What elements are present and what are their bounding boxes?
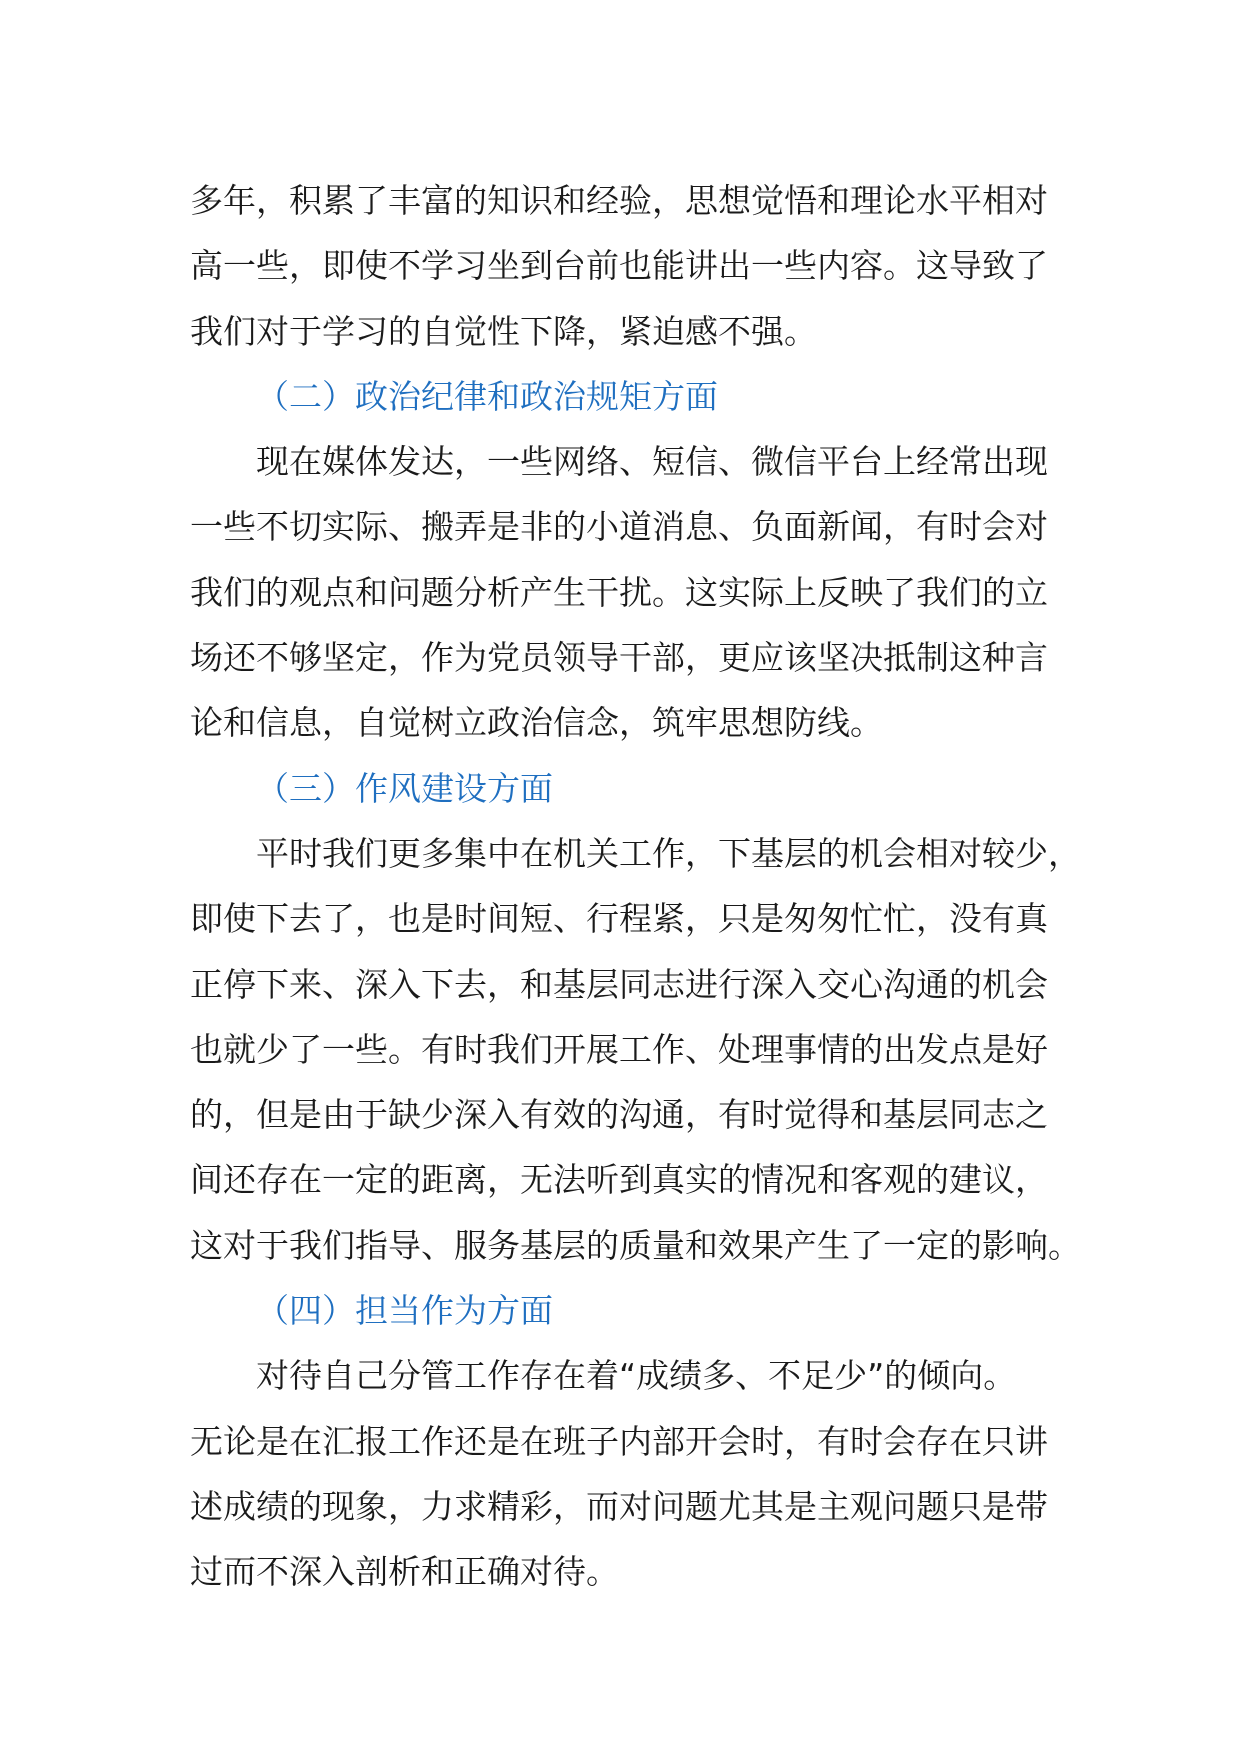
document-body [190,168,1081,1605]
body-text-line: 正停下来、深入下去，和基层同志进行深入交心沟通的机会 [190,964,1048,1004]
body-text-line: 的，但是由于缺少深入有效的沟通，有时觉得和基层同志之 [190,1095,1048,1135]
body-text-line: 对待自己分管工作存在着“成绩多、不足少”的倾向。 [256,1356,1017,1396]
body-text-line: 平时我们更多集中在机关工作，下基层的机会相对较少， [256,833,1081,873]
body-text-line: 我们的观点和问题分析产生干扰。这实际上反映了我们的立 [190,572,1048,612]
body-text-line: 也就少了一些。有时我们开展工作、处理事情的出发点是好 [190,1029,1048,1069]
body-text-line: 即使下去了，也是时间短、行程紧，只是匆匆忙忙，没有真 [190,899,1048,939]
body-text-line: 论和信息，自觉树立政治信念，筑牢思想防线。 [190,703,883,743]
body-text-line: 间还存在一定的距离，无法听到真实的情况和客观的建议， [190,1160,1048,1200]
body-text-line: 高一些，即使不学习坐到台前也能讲出一些内容。这导致了 [190,246,1048,286]
body-text-line: 场还不够坚定，作为党员领导干部，更应该坚决抵制这种言 [190,638,1048,678]
section-heading: （二）政治纪律和政治规矩方面 [256,376,718,416]
section-heading: （三）作风建设方面 [256,768,553,808]
body-text-line: 现在媒体发达，一些网络、短信、微信平台上经常出现 [256,442,1048,482]
body-text-line: 述成绩的现象，力求精彩，而对问题尤其是主观问题只是带 [190,1486,1048,1526]
body-text-line: 我们对于学习的自觉性下降，紧迫感不强。 [190,311,817,351]
body-text-line: 无论是在汇报工作还是在班子内部开会时，有时会存在只讲 [190,1421,1048,1461]
body-text-line: 多年，积累了丰富的知识和经验，思想觉悟和理论水平相对 [190,181,1048,220]
section-heading: （四）担当作为方面 [256,1291,553,1331]
body-text-line: 这对于我们指导、服务基层的质量和效果产生了一定的影响。 [190,1225,1081,1265]
body-text-line: 过而不深入剖析和正确对待。 [190,1552,619,1592]
body-text-line: 一些不切实际、搬弄是非的小道消息、负面新闻，有时会对 [190,507,1048,547]
